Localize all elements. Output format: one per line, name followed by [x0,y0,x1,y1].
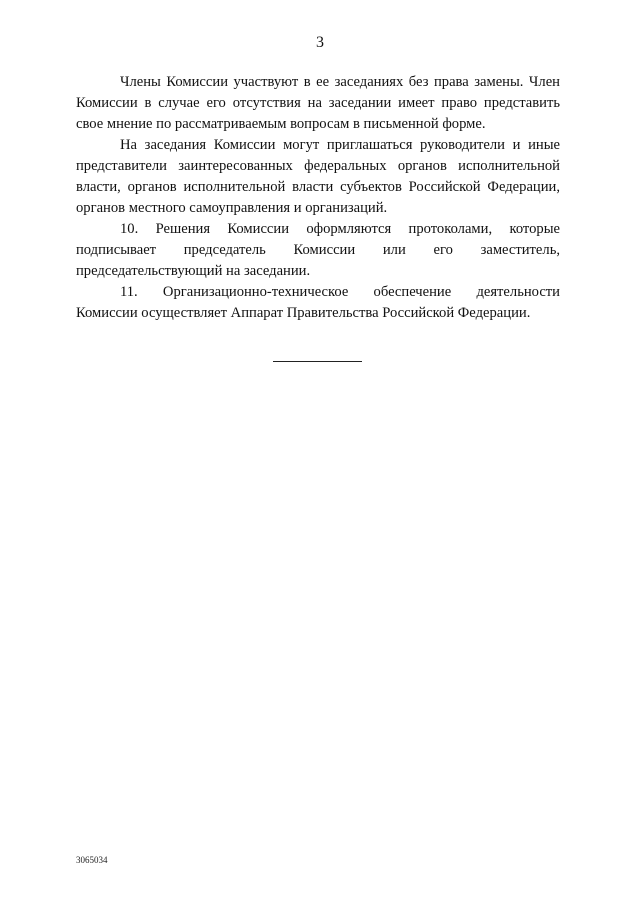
paragraph-decisions-protocols: 10. Решения Комиссии оформляются протоколами, которые подписывает председатель Комиссии или его заместитель, председательствующий на заседании. [76,221,560,279]
document-body [76,72,560,324]
end-separator-line [273,361,362,362]
document-code: 3065034 [76,855,108,865]
paragraph-invited-representatives: На заседания Комиссии могут приглашаться руководители и иные представители заинтересованных федеральных органов исполнительной власти, органов исполнительной власти субъектов Российской Федерации, органов местного самоуправления и организаций. [76,137,560,216]
paragraph-members-participation: Члены Комиссии участвуют в ее заседаниях без права замены. Член Комиссии в случае его отсутствия на заседании имеет право представить свое мнение по рассматриваемым вопросам в письменной форме. [76,74,560,132]
page-number: 3 [316,34,324,51]
paragraph-organizational-support: 11. Организационно-техническое обеспечение деятельности Комиссии осуществляет Аппарат Правительства Российской Федерации. [76,284,560,321]
